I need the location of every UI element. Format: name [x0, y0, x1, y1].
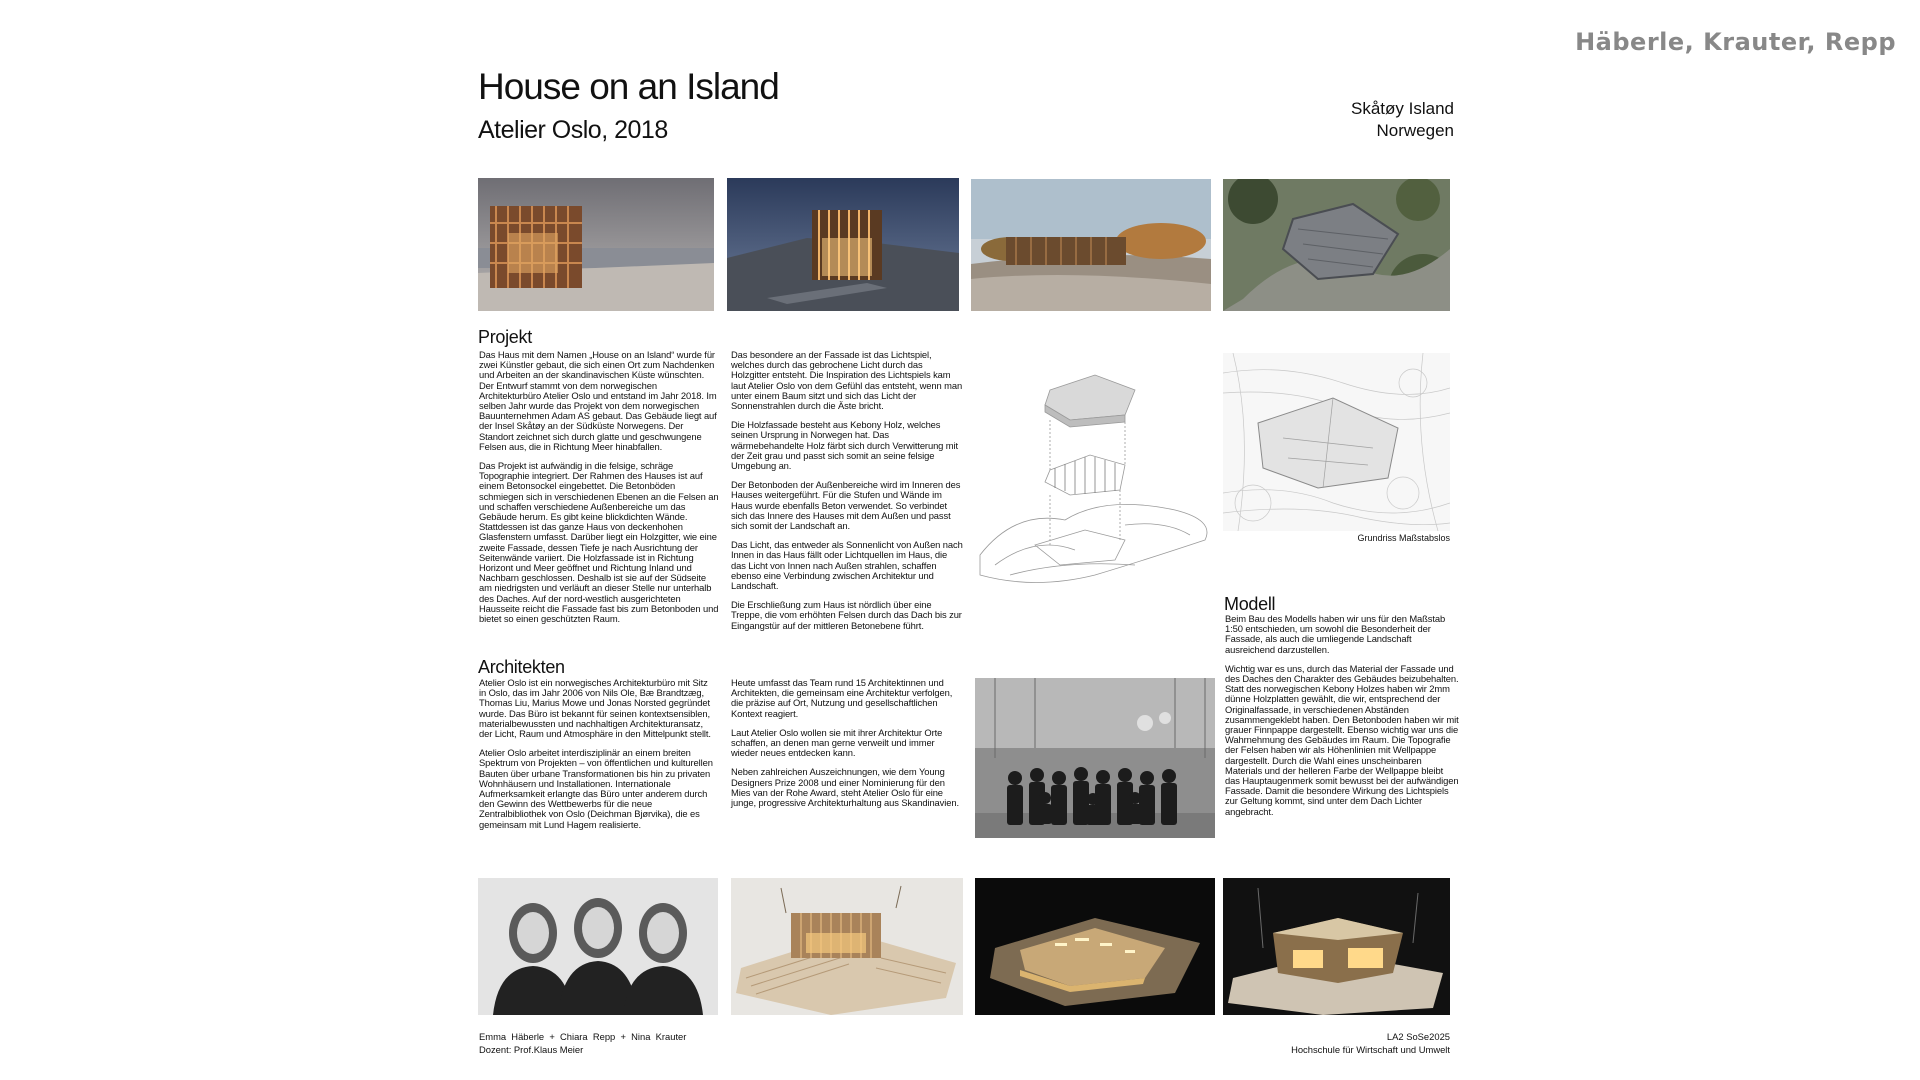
paragraph: Das Projekt ist aufwändig in die felsige, schräge Topographie integriert. Der Rahmen des Hauses ist auf einem Betonsockel eingebettet. Die Betonböden schmiegen sich in verschiedenen Ebenen an die Felsen an und schaffen verschiedene Außenbereiche um das Gebäude herum. Es gibt keine blickdichten Wände. Stattdessen ist das ganze Haus von deckenhohen Glasfenstern umfasst. Darüber liegt ein Holzgitter, wie eine zweite Fassade, dessen Tiefe je nach Ausrichtung der Seitenwände variiert. Die Holzfassade ist in Richtung Horizont und Meer geöffnet und Richtung Inland und Nachbarn geschlossen. Deshalb ist sie auf der Südseite am niedrigsten und verläuft an dieser Stelle nur unterhalb des Daches. Auf der nord-westlich ausgerichteten Hausseite reicht die Fassade fast bis zum Betonboden und bietet so einen geschützten Raum.	[479, 460, 719, 625]
paragraph: Das Licht, das entweder als Sonnenlicht von Außen nach Innen in das Haus fällt oder Lichtquellen im Haus, die das Licht von Innen nach Außen strahlen, schaffen ebenso eine Verbindung zwischen Architektur und Landschaft.	[731, 539, 963, 592]
architekten-text-col2	[731, 678, 963, 817]
photo-model-night-1	[975, 878, 1215, 1015]
paragraph: Laut Atelier Oslo wollen sie mit ihrer Architektur Orte schaffen, an denen man gerne verweilt und immer wieder neues entdecken kann.	[731, 726, 943, 759]
caption-grundriss: Grundriss Maßstabslos	[1357, 533, 1450, 543]
photo-house-dusk-1	[478, 178, 714, 311]
footer-names: Emma Häberle + Chiara Repp + Nina Krauter	[479, 1031, 687, 1042]
page-title: House on an Island	[478, 66, 779, 107]
location-island: Skåtøy Island	[1351, 99, 1454, 118]
paragraph: Das besondere an der Fassade ist das Lichtspiel, welches durch das gebrochene Licht durch das Holzgitter entsteht. Die Inspiration des Lichtspiels kam laut Atelier Oslo von dem Gefühl das entsteht, wenn man unter einem Baum sitzt und sich das Licht der Sonnenstrahlen durch die Äste bricht.	[731, 349, 963, 412]
paragraph: Wichtig war es uns, durch das Material der Fassade und des Daches den Charakter des Gebäudes beizubehalten. Statt des norwegischen Kebony Holzes haben wir 2mm dünne Holzplatten gewählt, die wir, entsprechend der Originalfassade, in verschiedenen Abständen zusammengeklebt haben. Den Betonboden haben wir mit grauer Finnpappe dargestellt. Ebenso wichtig war uns die Wahrnehmung des Gebäudes im Raum. Die Topografie der Felsen haben wir als Höhenlinien mit Wellpappe dargestellt. Durch die Wahl eines unscheinbaren Materials und der helleren Farbe der Wellpappe bleibt das Hauptaugenmerk somit bewusst bei der aufwändigen Fassade. Damit die besondere Wirkung des Lichtspiels zur Geltung kommt, sind unter dem Dach Lichter angebracht.	[1225, 662, 1459, 817]
drawing-exploded-axonometry	[975, 360, 1220, 592]
photo-atelier-oslo-team	[975, 678, 1215, 838]
paragraph: Heute umfasst das Team rund 15 Architektinnen und Architekten, die gemeinsam eine Architektur verfolgen, die präzise auf Ort, Nutzung und gesellschaftlichen Kontext reagiert.	[731, 677, 953, 719]
paragraph: Der Betonboden der Außenbereiche wird im Inneren des Hauses weitergeführt. Für die Stufen und Wände im Haus wurde ebenfalls Beton verwendet. So verbindet sich das Innere des Hauses mit dem Außen und passt sich somit der Landschaft an.	[731, 479, 961, 532]
paragraph: Beim Bau des Modells haben wir uns für den Maßstab 1:50 entschieden, um sowohl die Besonderheit der Fassade, als auch die umliegende Landschaft ausreichend darzustellen.	[1225, 613, 1446, 655]
modell-text	[1225, 614, 1459, 826]
drawing-site-plan	[1223, 353, 1450, 531]
footer-school: Hochschule für Wirtschaft und Umwelt	[1291, 1044, 1450, 1055]
footer-course: LA2 SoSe2025	[1386, 1031, 1450, 1042]
photo-house-aerial	[1223, 179, 1450, 311]
paragraph: Atelier Oslo arbeitet interdisziplinär an einem breiten Spektrum von Projekten – von öffentlichen und kulturellen Bauten über urbane Transformationen bis hin zu privaten Wohnhäusern und Installationen. Internationale Aufmerksamkeit erlangte das Büro unter anderem durch den Gewinn des Wettbewerbs für die neue Zentralbibliothek von Oslo (Deichman Bjørvika), die es gemeinsam mit Lund Hagem realisierte.	[479, 747, 713, 830]
section-heading-architekten: Architekten	[478, 657, 565, 677]
authors-header: Häberle, Krauter, Repp	[1575, 28, 1896, 56]
photo-house-dusk-2	[727, 178, 959, 311]
architekten-text-col1	[479, 678, 717, 839]
photo-model-daylight	[731, 878, 963, 1015]
paragraph: Die Erschließung zum Haus ist nördlich über eine Treppe, die vom erhöhten Felsen durch das Dach bis zur Eingangstür auf der mittleren Betonebene führt.	[731, 599, 962, 631]
paragraph: Atelier Oslo ist ein norwegisches Architekturbüro mit Sitz in Oslo, das im Jahr 2006 von Nils Ole, Bæ Brandtzæg, Thomas Liu, Marius Mowe und Jonas Norsted gegründet wurde. Das Büro ist bekannt für seinen kontextsensiblen, materialbewussten und nachhaltigen Architekturansatz, der Licht, Raum und Atmosphäre in den Mittelpunkt stellt.	[479, 677, 711, 740]
photo-student-portrait	[478, 878, 718, 1015]
location	[1351, 98, 1454, 142]
footer-right	[1291, 1030, 1450, 1056]
section-heading-projekt: Projekt	[478, 327, 532, 347]
location-country: Norwegen	[1376, 121, 1454, 140]
photo-model-night-2	[1223, 878, 1450, 1015]
paragraph: Neben zahlreichen Auszeichnungen, wie dem Young Designers Prize 2008 und einer Nominierung für den Mies van der Rohe Award, steht Atelier Oslo für eine junge, progressive Architekturhaltung aus Skandinavien.	[731, 766, 959, 809]
paragraph: Das Haus mit dem Namen „House on an Island“ wurde für zwei Künstler gebaut, die sich einen Ort zum Nachdenken und Arbeiten an der skandinavischen Küste wünschten. Der Entwurf stammt von dem norwegischen Architekturbüro Atelier Oslo und entstand im Jahr 2018. Im selben Jahr wurde das Projekt von dem norwegischen Bauunternehmen Adam AS gebaut. Das Gebäude liegt auf der Insel Skåtøy an der Südküste Norwegens. Der Standort zeichnet sich durch glatte und geschwungene Felsen aus, die in Richtung Meer hinabfallen.	[479, 349, 717, 452]
page-subtitle: Atelier Oslo, 2018	[478, 116, 668, 144]
photo-house-landscape	[971, 179, 1211, 311]
paragraph: Die Holzfassade besteht aus Kebony Holz, welches seinen Ursprung in Norwegen hat. Das wärmebehandelte Holz färbt sich durch Verwitterung mit der Zeit grau und passt sich somit an seine felsige Umgebung an.	[731, 419, 959, 472]
projekt-text-col1	[479, 350, 719, 633]
projekt-text-col2	[731, 350, 963, 640]
footer-left	[479, 1030, 686, 1056]
section-heading-modell: Modell	[1224, 594, 1276, 614]
footer-dozent: Dozent: Prof.Klaus Meier	[479, 1044, 584, 1055]
